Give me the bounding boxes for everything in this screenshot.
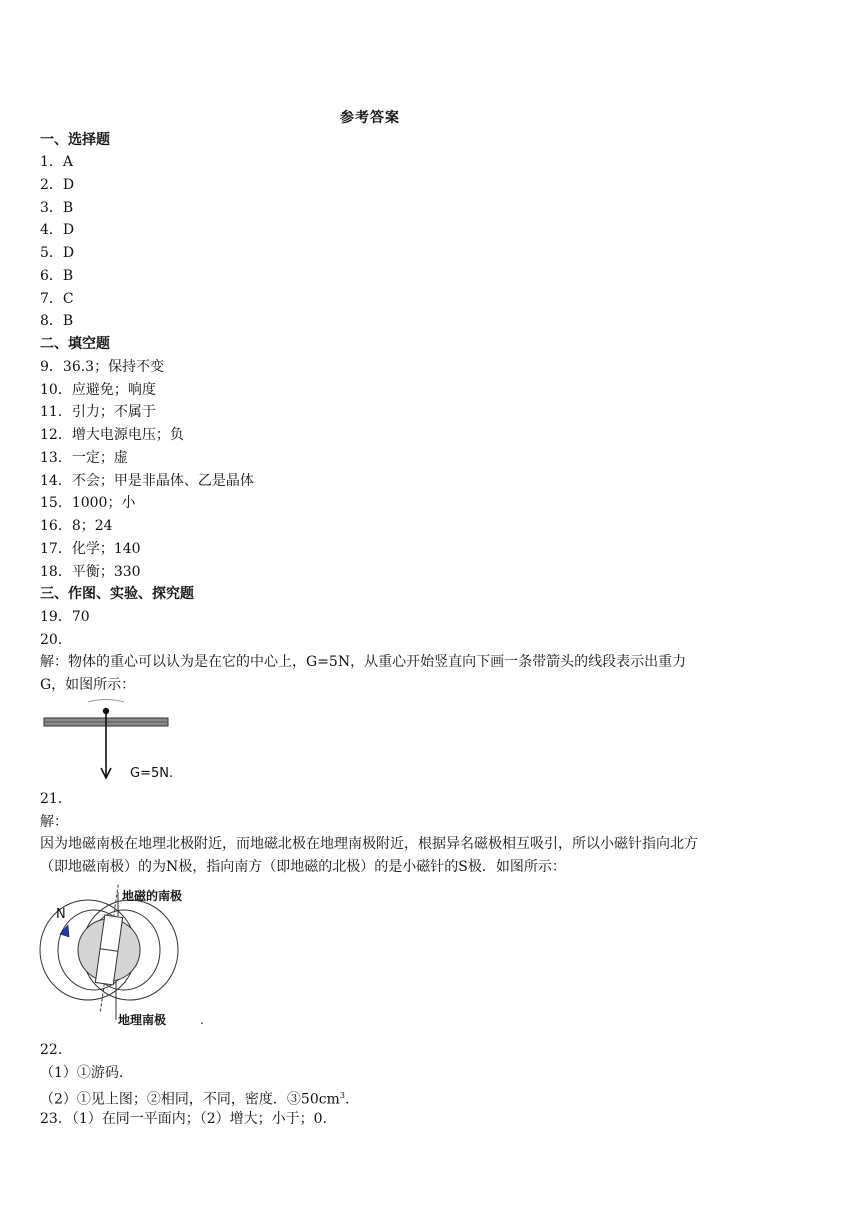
needle-n-label: N (56, 907, 66, 922)
answer-22-part2-end: . (344, 1091, 350, 1108)
answer-22-part2-sup: 3 (339, 1091, 345, 1100)
gravity-figure (40, 696, 200, 786)
choice-answer-6: 6．B (40, 268, 74, 284)
answer-20-number: 20． (40, 632, 72, 648)
geographic-south-label: 地理南极 (118, 1013, 167, 1027)
gravity-label: G=5N. (130, 766, 174, 781)
answer-21-solve: 解： (40, 814, 68, 830)
answer-22-part1: （1）①游码. (40, 1065, 124, 1081)
choice-answer-1: 1．A (40, 154, 74, 170)
answer-22-number: 22． (40, 1042, 72, 1058)
answer-22-part2-text: （2）①见上图；②相同，不同，密度．③50cm (40, 1091, 340, 1108)
fill-answer-10: 10．应避免；响度 (40, 382, 156, 398)
answer-21-text: 因为地磁南极在地理北极附近，而地磁北极在地理南极附近，根据异名磁极相互吸引，所以小磁针指向北方（即地磁南极）的为N极，指向南方（即地磁的北极）的是小磁针的S极．如图所示： (40, 836, 698, 875)
figure-period: . (200, 1013, 204, 1027)
geomagnetic-figure (38, 882, 238, 1032)
fill-answer-12: 12．增大电源电压；负 (40, 427, 184, 443)
answer-19: 19．70 (40, 609, 90, 625)
choice-answer-7: 7．C (40, 291, 74, 307)
choice-answer-2: 2．D (40, 177, 75, 193)
fill-answer-11: 11．引力；不属于 (40, 404, 156, 420)
rod-hook-icon (88, 700, 124, 703)
fill-answer-16: 16．8；24 (40, 518, 113, 534)
fill-answer-9: 9．36.3；保持不变 (40, 359, 165, 375)
fill-answer-13: 13．一定；虚 (40, 450, 128, 466)
section-choice-heading: 一、选择题 (40, 132, 110, 148)
choice-answer-4: 4．D (40, 222, 75, 238)
geomagnetic-south-label: 地磁的南极 (122, 889, 183, 903)
answer-23: 23．（1）在同一平面内；（2）增大；小于；0. (40, 1111, 327, 1127)
fill-answer-15: 15．1000；小 (40, 495, 136, 511)
answer-22-part2 (40, 1086, 349, 1110)
fill-answer-18: 18．平衡；330 (40, 564, 141, 580)
section-fill-heading: 二、填空题 (40, 336, 110, 352)
answer-20-text: 解：物体的重心可以认为是在它的中心上，G=5N，从重心开始竖直向下画一条带箭头的线段表示出重力G，如图所示： (40, 654, 687, 693)
fill-answer-14: 14．不会；甲是非晶体、乙是晶体 (40, 473, 254, 489)
answer-21-number: 21． (40, 791, 72, 807)
choice-answer-8: 8．B (40, 313, 74, 329)
fill-answer-17: 17．化学；140 (40, 541, 141, 557)
section-experiment-heading: 三、作图、实验、探究题 (40, 586, 194, 602)
page-title: 参考答案 (340, 110, 400, 126)
choice-answer-5: 5．D (40, 245, 75, 261)
choice-answer-3: 3．B (40, 200, 74, 216)
